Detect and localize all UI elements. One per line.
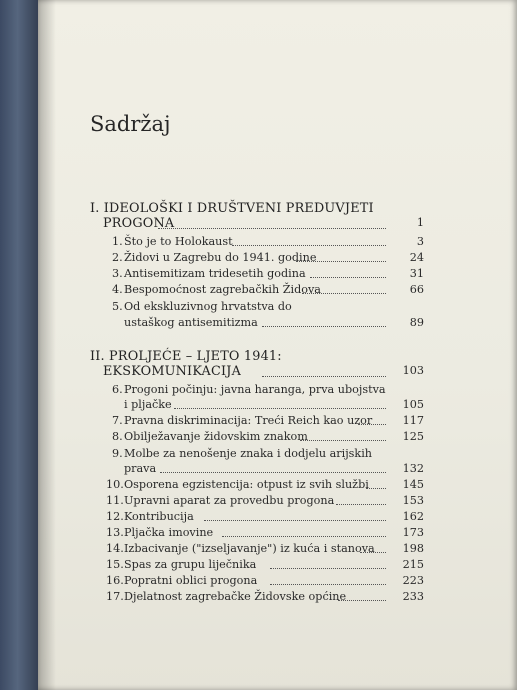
dot-leader <box>366 488 386 489</box>
part-2-page: 103 <box>402 364 424 377</box>
entry-page: 125 <box>402 430 424 443</box>
entry-number: 11. <box>106 494 124 507</box>
entry-number: 10. <box>106 478 124 491</box>
entry-title: Progoni počinju: javna haranga, prva ubojstva <box>124 383 386 396</box>
entry-title: Antisemitizam tridesetih godina <box>124 267 306 280</box>
entry-page: 132 <box>402 462 424 475</box>
entry-number: 9. <box>112 447 123 460</box>
part-2-title-line1: II. PROLJEĆE – LJETO 1941: <box>90 349 282 364</box>
entry-title: Molbe za nenošenje znaka i dodjelu arijskih <box>124 447 372 460</box>
entry-title: Osporena egzistencija: otpust iz svih službi <box>124 478 369 491</box>
entry-number: 4. <box>112 283 123 296</box>
entry-page: 233 <box>402 590 424 603</box>
entry-number: 8. <box>112 430 123 443</box>
dot-leader <box>302 293 386 294</box>
dot-leader <box>262 376 386 377</box>
dot-leader <box>174 408 386 409</box>
entry-title: Što je to Holokaust <box>124 235 233 248</box>
entry-title: Obilježavanje židovskim znakom <box>124 430 308 443</box>
entry-page: 173 <box>402 526 424 539</box>
dot-leader <box>262 326 386 327</box>
dot-leader <box>204 520 386 521</box>
entry-number: 12. <box>106 510 124 523</box>
entry-number: 16. <box>106 574 124 587</box>
entry-number: 7. <box>112 414 123 427</box>
entry-title: Popratni oblici progona <box>124 574 258 587</box>
dot-leader <box>360 552 386 553</box>
entry-page: 66 <box>409 283 424 296</box>
part-1-page: 1 <box>416 216 424 229</box>
entry-title-line2: prava <box>124 462 157 475</box>
entry-title: Pravna diskriminacija: Treći Reich kao uzor <box>124 414 373 427</box>
dot-leader <box>270 568 386 569</box>
entry-page: 105 <box>402 398 424 411</box>
entry-page: 223 <box>402 574 424 587</box>
entry-title-line2: i pljačke <box>124 398 172 411</box>
entry-title-line2: ustaškog antisemitizma <box>124 316 258 329</box>
entry-page: 162 <box>402 510 424 523</box>
dot-leader <box>158 228 386 229</box>
entry-number: 14. <box>106 542 124 555</box>
entry-page: 153 <box>402 494 424 507</box>
entry-number: 17. <box>106 590 124 603</box>
entry-page: 145 <box>402 478 424 491</box>
dot-leader <box>232 245 386 246</box>
dot-leader <box>300 440 386 441</box>
entry-number: 15. <box>106 558 124 571</box>
entry-title: Djelatnost zagrebačke Židovske općine <box>124 590 347 603</box>
part-2-title-line2: EKSKOMUNIKACIJA <box>103 364 242 379</box>
entry-title: Upravni aparat za provedbu progona <box>124 494 335 507</box>
dot-leader <box>358 424 386 425</box>
entry-title: Kontribucija <box>124 510 194 523</box>
part-1-title-line1: I. IDEOLOŠKI I DRUŠTVENI PREDUVJETI <box>90 201 374 216</box>
entry-title: Bespomoćnost zagrebačkih Židova <box>124 283 321 296</box>
entry-page: 3 <box>416 235 424 248</box>
entry-page: 24 <box>409 251 424 264</box>
dot-leader <box>338 600 386 601</box>
entry-number: 13. <box>106 526 124 539</box>
entry-page: 198 <box>402 542 424 555</box>
dot-leader <box>336 504 386 505</box>
entry-number: 1. <box>112 235 123 248</box>
entry-page: 31 <box>409 267 424 280</box>
dot-leader <box>160 472 386 473</box>
entry-title: Od ekskluzivnog hrvatstva do <box>124 300 292 313</box>
dot-leader <box>296 261 386 262</box>
entry-title: Spas za grupu liječnika <box>124 558 257 571</box>
entry-page: 215 <box>402 558 424 571</box>
dot-leader <box>270 584 386 585</box>
entry-page: 89 <box>409 316 424 329</box>
entry-number: 3. <box>112 267 123 280</box>
entry-title: Židovi u Zagrebu do 1941. godine <box>124 251 317 264</box>
entry-title: Izbacivanje ("izseljavanje") iz kuća i stanova <box>124 542 375 555</box>
entry-title: Pljačka imovine <box>124 526 214 539</box>
entry-number: 5. <box>112 300 123 313</box>
entry-number: 6. <box>112 383 123 396</box>
part-1-title-line2: PROGONA <box>103 216 175 231</box>
dot-leader <box>222 536 386 537</box>
dot-leader <box>310 277 386 278</box>
entry-number: 2. <box>112 251 123 264</box>
toc-heading: Sadržaj <box>90 112 171 136</box>
entry-page: 117 <box>402 414 424 427</box>
